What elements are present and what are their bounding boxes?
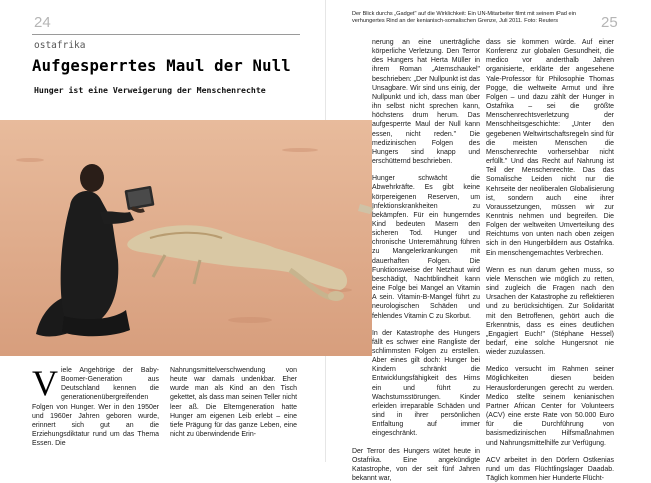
header-rule [32,34,300,35]
column-3-paragraph-3: In der Katastrophe des Hungers fällt es schwer eine Rangliste der schlimmsten Folgen zu erstellen. Aber eines gilt doch: Hunger bei Kindern schränkt die Entwicklungsfähigkeit des Hirns ein und führt zu Wachstumsstörungen. Kinder erleiden irreparable Schäden und sind in ihrer persönlichen Entfaltung auf immer eingeschränkt. [372,329,480,438]
column-3-paragraph-2: Hunger schwächt die Abwehrkräfte. Es gibt keine körpereigenen Reserven, um Infektionskrankheiten zu bekämpfen. Für ein hungerndes Kind bedeuten Masern den sicheren Tod. Hunger und chronische Unterernährung führen zu Mangelerkrankungen mit dauerhaften Folgen. Die Funktionsweise der Netzhaut wird beschädigt, Nachtblindheit kann eine Folge bei Mangel an Vitamin A sein. Vitamin-B-Mangel führt zu neurologischen Schäden und fehlendes Vitamin C zu Skorbut. [372,175,480,320]
photo-caption: Der Blick durchs „Gadget" auf die Wirklichkeit: Ein UN-Mitarbeiter filmt mit seinem iPad ein verhungertes Rind an der kenianisch-somalischen Grenze, Juli 2011. Foto: Reuters [352,11,576,25]
photo-man-filming-cattle-carcass-icon [0,120,372,356]
column-4-paragraph-2: Wenn es nun darum gehen muss, so viele Menschen wie möglich zu retten, sind zugleich die Fragen nach den Ursachen der Katastrophe zu reflektieren und zu berücksichtigen. Zur Solidarität mit den Betroffenen, gehört auch die Erkenntnis, dass es eines deutlichen „Engagiert Euch!" (Stéphane Hessel) bedarf, eine solche Hungersnot nie wieder zuzulassen. [486,266,614,357]
section-kicker: ostafrika [34,40,86,51]
column-3-paragraph-1: nerung an eine unerträgliche körperliche Verletzung. Den Terror des Hungers hat Herta Müller in ihrem Roman „Atemschaukel" beschrieben: „Der Nullpunkt ist das Unsagbare. Wir sind uns einig, der Nullpunkt und ich, dass man über ihn selbst nicht sprechen kann, höchstens drum herum. Das aufgesperrte Maul der Null kann essen, nicht reden." Die medizinischen Folgen des Hungers sind knapp und erschütternd beschrieben. [372,39,480,166]
drop-cap: V [32,363,58,403]
text-column-3 [352,38,480,483]
article-photo [0,120,372,356]
column-4-paragraph-1: dass sie kommen würde. Auf einer Konferenz zur globalen Gesundheit, die medico vor anderthalb Jahren organisierte, erklärte der angesehene Yale-Professor für Philosophie Thomas Pogge, die weltweite Armut und ihre Folgen – und dazu zählt der Hunger in Ostafrika – sei die größte Menschenrechtsverletzung der Menschheitsgeschichte: „Unter den gegebenen Weltwirtschaftsregeln sind für die meisten Menschen die Menschenrechte vorhersehbar nicht erfüllt." Und das Recht auf Nahrung ist Teil der Menschenrechte. Das das Somalische Leiden nicht nur die Kehrseite der neoliberalen Globalisierung ist, sondern auch eine ihrer Voraussetzungen, müssen wir zur Kenntnis nehmen und begreifen. Die Folgen der weltweiten Umverteilung des Reichtums von unten nach oben zeigen sich in den Hungerbildern aus Ostafrika. Ein menschengemachtes Verbrechen. [486,39,614,257]
column-2-text: Nahrungsmittelverschwendung von heute war damals undenkbar. Eher wurde man als Kind an den Tisch gekettet, als dass man seinen Teller nicht leer aß. Die Elterngeneration hatte Hunger am eigenen Leib erlebt – eine tiefe Prägung für das ganze Leben, eine nicht zu überwindende Erin- [170,367,297,439]
page-number-right: 25 [601,14,618,31]
text-column-4 [486,38,614,483]
article-headline: Aufgesperrtes Maul der Null [32,57,291,75]
text-column-2 [170,366,297,462]
column-4-paragraph-4: ACV arbeitet in den Dörfern Ostkenias rund um das Flüchtlingslager Daadab. Täglich kommen hier Hunderte Flücht- [486,456,614,483]
article-subhead: Hunger ist eine Verweigerung der Menschenrechte [34,85,266,95]
column-3-paragraph-4: Der Terror des Hungers wütet heute in Ostafrika. Eine angekündigte Katastrophe, von der seit fünf Jahren bekannt war, [352,447,480,483]
text-column-1 [32,363,159,462]
page-number-left: 24 [34,14,51,31]
column-1-text: iele Angehörige der Baby-Boomer-Generation aus Deutschland kennen die generationenübergreifenden Folgen von Hunger. Wer in den 1950er und 1960er Jahren geboren wurde, erinnert sich gut an die Erziehungsdiktatur rund um das Thema Essen. Die [32,367,159,448]
column-4-paragraph-3: Medico versucht im Rahmen seiner Möglichkeiten diesen beiden Herausforderungen gerecht zu werden. Medico stellte seinem kenianischen Partner African Center for Volunteers (ACV) eine erste Rate von 50.000 Euro für die Durchführung von basismedizinischen Hilfsmaßnahmen und Nahrungsmittelhilfe zur Verfügung. [486,366,614,447]
